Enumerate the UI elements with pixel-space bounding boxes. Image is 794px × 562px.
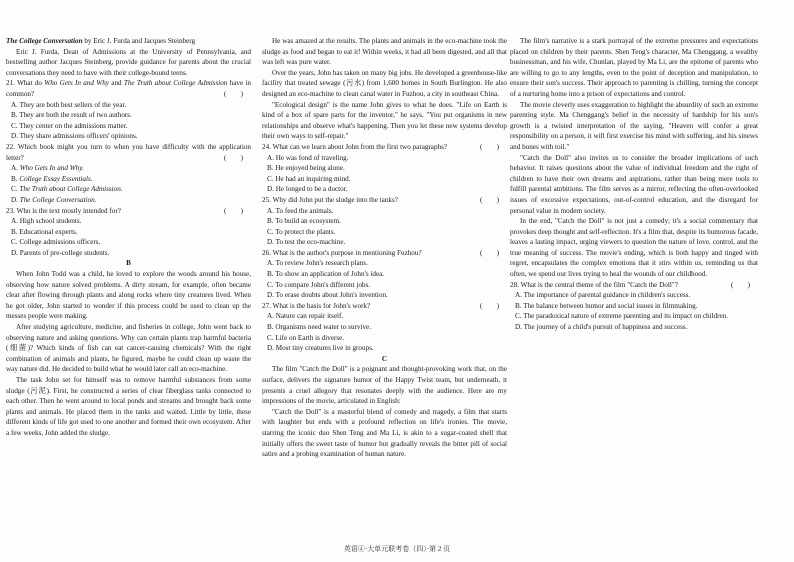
passage-b-p6: "Ecological design" is the name John gives to what he does. "Life on Earth is kind of a box of spare parts for the inventor," he says. "You put organisms in new relationships and observe what's happening. Then you let these new systems develop their own ways to self-repair." xyxy=(262,100,507,141)
passage-c-p6: In the end, "Catch the Doll" is not just a comedy; it's a social commentary that provokes deep thought and self-reflection. It's a film that, despite its humorous facade, leaves a lasting impact, urging viewers to question the nature of love, control, and the true meaning of success. The movie's ending, which is both happy and tinged with regret, encapsulates the complex emotions that it stirs within us, reminding us that often, we spend our lives trying to heal the wounds of our childhood. xyxy=(510,217,758,279)
q22-option-c xyxy=(6,184,251,195)
q22-stem-text: 22. Which book might you turn to when you have difficulty with the application letter? xyxy=(6,142,251,162)
q27-option-a: A. Nature can repair itself. xyxy=(267,312,344,321)
passage-c-p4: The movie cleverly uses exaggeration to highlight the absurdity of such an extreme parenting style. Ma Chenggang's belief in the necessity of hardship for his son's growth is a twisted interpretation of the saying, "Heaven will confer a great responsibility on a person, it will first exercise his mind with suffering, and his sinews and bones with toil." xyxy=(510,100,758,151)
q22-a-text: Who Gets In and Why. xyxy=(19,164,84,173)
q22-c-label: C. xyxy=(11,185,20,194)
column-middle xyxy=(262,36,507,460)
section-b-heading: B xyxy=(126,259,131,268)
q25-answer-paren[interactable]: ( ) xyxy=(479,195,499,204)
q21-option-a: A. They are both best sellers of the year. xyxy=(11,100,127,109)
passage-c-p5: "Catch the Doll" also invites us to consider the broader implications of such behavior. It raises questions about the value of individual freedom and the right of children to have their own dreams and aspirations, rather than being mere tools to fulfill parental ambitions. The film serves as a mirror, reflecting the often-overlooked issues of excessive expectations, out-of-control education, and the disregard for personal value in modern society. xyxy=(510,153,758,215)
q22-option-a xyxy=(6,163,251,174)
q22-d-text: The College Conversation. xyxy=(19,195,97,204)
passage-b-p1: When John Todd was a child, he loved to explore the woods around his house, observing how nature solved problems. A dirty stream, for example, often became clear after flowing through plants and along rocks where tiny creatures lived. When he got older, John started to wonder if this process could be used to clean up the messes people were making. xyxy=(6,270,251,321)
q28-stem xyxy=(510,280,758,291)
q28-option-c: C. The paradoxical nature of extreme parenting and its impact on children. xyxy=(515,312,729,321)
passage-c-p3: The film's narrative is a stark portrayal of the extreme pressures and expectations placed on children by their parents. Shen Teng's character, Ma Chenggang, a wealthy businessman, and his wife, Chunlan, played by Ma Li, are the epitome of parents who are willing to go to any lengths, even to the point of deception and manipulation, to ensure their son's success. Their approach to parenting is chilling, turning the concept of a nurturing home into a prison of expectations and control. xyxy=(510,37,758,98)
q28-option-a: A. The importance of parental guidance in children's success. xyxy=(515,291,691,300)
q27-stem-text: 27. What is the basis for John's work? xyxy=(262,301,371,310)
q22-answer-paren[interactable]: ( ) xyxy=(223,153,243,162)
q24-answer-paren[interactable]: ( ) xyxy=(479,142,499,151)
q21-stem-post: have in common? xyxy=(6,79,251,98)
q21-stem-pre: 21. What do xyxy=(6,79,45,88)
passage-c-p2: "Catch the Doll" is a masterful blend of comedy and tragedy, a film that starts with laughter but ends with a profound reflection on life's ironies. The movie, starring the iconic duo Shen Teng and Ma Li, is akin to a sugar-coated shell that initially offers the sweet taste of humor but gradually reveals the bitter pill of social satire and a probing examination of human nature. xyxy=(262,407,507,459)
q26-option-b: B. To show an application of John's idea. xyxy=(267,270,385,279)
q26-stem xyxy=(262,248,507,259)
passage-b-p2: After studying agriculture, medicine, and fisheries in college, John went back to observing nature and asking questions. Why can certain plants trap harmful bacteria (细菌)? Which kinds of fish can eat cancer-causing chemicals? With the right combination of animals and plants, he figured, maybe he could clean up waste the way nature did. He decided to build what he would later call an eco-machine. xyxy=(6,323,251,374)
q25-option-d: D. To test the eco-machine. xyxy=(267,238,346,247)
q25-option-b: B. To build an ecosystem. xyxy=(267,217,341,226)
section-c-heading: C xyxy=(381,354,388,363)
passage-b-p3: The task John set for himself was to remove harmful substances from some sludge (污泥). First, he constructed a series of clear fiberglass tanks connected to each other. Then he went around to local ponds and streams and brought back some plants and animals. He placed them in the tanks and waited. Little by little, these different kinds of life got used to one another and formed their own ecosystem. After a few weeks, John added the sludge. xyxy=(6,376,251,437)
q21-answer-paren[interactable]: ( ) xyxy=(223,89,243,98)
passage-a-heading xyxy=(6,36,251,47)
q22-a-label: A. xyxy=(11,164,20,173)
q21-title-1: Who Gets In and Why xyxy=(44,79,109,88)
q23-option-d: D. Parents of pre-college students. xyxy=(11,248,110,257)
passage-c-p1: The film "Catch the Doll" is a poignant and thought-provoking work that, on the surface, delivers the signature humor of the Happy Twist team, but underneath, it presents a cruel allegory that resonates deeply with the audience. Here are my impressions of the movie, articulated in English: xyxy=(262,365,507,406)
q27-option-d: D. Most tiny creatures live in groups. xyxy=(267,344,374,353)
q26-option-d: D. To erase doubts about John's invention. xyxy=(267,291,388,300)
q24-stem-text: 24. What can we learn about John from the first two paragraphs? xyxy=(262,142,448,151)
q23-stem xyxy=(6,206,251,217)
q26-answer-paren[interactable]: ( ) xyxy=(479,248,499,257)
q21-option-b: B. They are both the result of two authors. xyxy=(11,111,132,120)
q23-stem-text: 23. Who is the text mostly intended for? xyxy=(6,206,121,215)
q25-stem xyxy=(262,195,507,206)
q28-option-b: B. The balance between humor and social issues in filmmaking. xyxy=(515,301,698,310)
q23-option-c: C. College admissions officers. xyxy=(11,238,101,247)
q27-option-b: B. Organisms need water to survive. xyxy=(267,323,371,332)
q25-stem-text: 25. Why did John put the sludge into the tanks? xyxy=(262,195,398,204)
passage-a-byline: by Eric J. Furda and Jacques Steinberg xyxy=(82,37,196,45)
q23-answer-paren[interactable]: ( ) xyxy=(223,206,243,215)
q27-answer-paren[interactable]: ( ) xyxy=(479,301,499,310)
q27-stem xyxy=(262,301,507,312)
q24-option-a: A. He was fond of traveling. xyxy=(267,153,349,162)
passage-a-intro: Eric J. Furda, Dean of Admissions at the University of Pennsylvania, and bestselling author Jacques Steinberg, provide guidance for parents about the crucial conversations they need to have with their college-bound teens. xyxy=(6,47,251,77)
q21-and: and xyxy=(108,79,124,88)
q28-answer-paren[interactable]: ( ) xyxy=(730,280,750,289)
q22-stem xyxy=(6,142,251,163)
passage-b-p5: Over the years, John has taken on many big jobs. He developed a greenhouse-like facility that treated sewage (污水) from 1,600 homes in South Burlington. He also designed an eco-machine to clean canal water in Fuzhou, a city in southeast China. xyxy=(262,68,507,98)
q21-title-2: The Truth about College Admission xyxy=(123,79,228,88)
q28-stem-text: 28. What is the central theme of the film "Catch the Doll"? xyxy=(510,280,678,289)
q25-option-c: C. To protect the plants. xyxy=(267,227,336,236)
page-footer: 英语④·大单元联考卷（四）·第 2 页 xyxy=(343,545,451,553)
q22-d-label: D. xyxy=(11,195,20,204)
q22-option-b xyxy=(6,174,251,185)
q22-c-text: The Truth about College Admission. xyxy=(19,185,123,194)
q24-option-c: C. He had an inquiring mind. xyxy=(267,174,351,183)
q26-option-a: A. To review John's research plans. xyxy=(267,259,368,268)
q28-option-d: D. The journey of a child's pursuit of happiness and success. xyxy=(515,323,688,332)
q23-option-a: A. High school students. xyxy=(11,217,82,226)
q22-b-label: B. xyxy=(11,174,20,183)
q25-option-a: A. To feed the animals. xyxy=(267,206,334,215)
q27-option-c: C. Life on Earth is diverse. xyxy=(267,333,345,342)
passage-b-p4: He was amazed at the results. The plants and animals in the eco-machine took the sludge as food and began to eat it! Within weeks, it had all been digested, and all that was left was pure water. xyxy=(262,37,507,67)
q26-stem-text: 26. What is the author's purpose in mentioning Fuzhou? xyxy=(262,248,422,257)
passage-a-title: The College Conversation xyxy=(6,37,83,45)
column-right xyxy=(510,36,758,333)
q24-option-d: D. He longed to be a doctor. xyxy=(267,185,348,194)
q21-option-c: C. They center on the admissions matter. xyxy=(11,121,128,130)
q24-stem xyxy=(262,142,507,153)
q21-stem xyxy=(6,78,251,99)
q26-option-c: C. To compare John's different jobs. xyxy=(267,280,371,289)
q24-option-b: B. He enjoyed being alone. xyxy=(267,164,345,173)
column-left xyxy=(6,36,251,439)
q21-option-d: D. They share admissions officers' opinions. xyxy=(11,132,138,141)
q22-b-text: College Essay Essentials. xyxy=(19,174,93,183)
q22-option-d xyxy=(6,195,251,206)
q23-option-b: B. Educational experts. xyxy=(11,227,78,236)
